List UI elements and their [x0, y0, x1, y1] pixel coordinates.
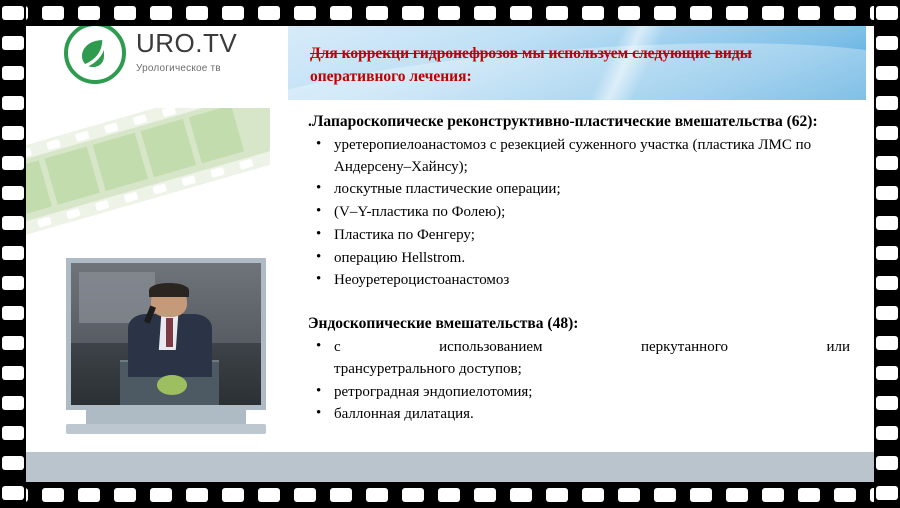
- film-perforation: [618, 6, 640, 20]
- film-perforation: [582, 488, 604, 502]
- film-perforation: [2, 426, 24, 440]
- film-perforation: [2, 456, 24, 470]
- film-perforation: [258, 488, 280, 502]
- list-item: • ретроградная эндопиелотомия;: [308, 382, 850, 404]
- film-perforation: [876, 246, 898, 260]
- slide-body: [288, 100, 866, 450]
- film-perforation: [876, 36, 898, 50]
- film-perforation: [2, 186, 24, 200]
- slide-header-banner: [288, 22, 866, 101]
- video-thumbnail[interactable]: [66, 258, 266, 448]
- film-perforation: [876, 276, 898, 290]
- film-perforation: [2, 336, 24, 350]
- film-perforation: [330, 488, 352, 502]
- film-perforation: [762, 6, 784, 20]
- film-perforation: [258, 6, 280, 20]
- monitor-stand: [86, 410, 246, 424]
- film-perforation: [546, 6, 568, 20]
- film-perforation: [618, 488, 640, 502]
- film-perforation: [366, 6, 388, 20]
- brand-text: [136, 28, 266, 74]
- presentation-slide: [270, 0, 874, 508]
- film-perforation: [876, 156, 898, 170]
- list-item: • баллонная дилатация.: [308, 404, 850, 426]
- film-perforation: [186, 488, 208, 502]
- film-perforation: [876, 426, 898, 440]
- slide-title: [310, 42, 838, 89]
- film-strip-right: [874, 0, 900, 508]
- film-perforation: [876, 96, 898, 110]
- film-perforation: [2, 366, 24, 380]
- player-bottom-bar: [26, 452, 874, 482]
- film-perforation: [474, 488, 496, 502]
- film-perforation: [366, 488, 388, 502]
- film-perforation: [690, 6, 712, 20]
- film-perforation: [42, 6, 64, 20]
- film-perforation: [2, 306, 24, 320]
- film-perforation: [2, 156, 24, 170]
- film-perforation: [798, 6, 820, 20]
- section-1-list: [308, 135, 850, 292]
- film-perforation: [294, 6, 316, 20]
- film-perforation: [42, 488, 64, 502]
- film-perforation: [2, 276, 24, 290]
- brand-tagline: Урологическое тв: [136, 63, 221, 74]
- list-item: • уретеропиелоанастомоз с резекцией суженного участка (пластика ЛМС по Андерсену–Хайнсу);: [308, 135, 850, 179]
- film-perforation: [876, 456, 898, 470]
- film-perforation: [876, 486, 898, 500]
- film-perforation: [150, 6, 172, 20]
- film-perforation: [876, 396, 898, 410]
- section-2-heading: Эндоскопические вмешательства (48):: [308, 315, 579, 333]
- film-perforation: [2, 6, 24, 20]
- film-perforation: [510, 6, 532, 20]
- film-perforation: [798, 488, 820, 502]
- list-item: • лоскутные пластические операции;: [308, 179, 850, 201]
- film-perforation: [726, 488, 748, 502]
- film-perforation: [876, 366, 898, 380]
- list-item: • (V–Y-пластика по Фолею);: [308, 202, 850, 224]
- film-perforation: [726, 6, 748, 20]
- list-item: • Неоуретероцистоанастомоз: [308, 270, 850, 292]
- film-perforation: [834, 488, 856, 502]
- film-perforation: [438, 6, 460, 20]
- film-perforation: [876, 126, 898, 140]
- section-2-list: [308, 337, 850, 426]
- uro-leaf-logo-icon: [64, 22, 126, 84]
- slide-content: [288, 22, 866, 450]
- film-perforation: [114, 6, 136, 20]
- film-perforation: [2, 246, 24, 260]
- list-item: [308, 337, 850, 381]
- film-perforation: [510, 488, 532, 502]
- film-perforation: [330, 6, 352, 20]
- film-perforation: [294, 488, 316, 502]
- slide-title-line-1: Для коррекци гидронефрозов мы используем следующие виды: [310, 45, 752, 62]
- film-perforation: [222, 6, 244, 20]
- slide-title-line-2: оперативного лечения:: [310, 68, 472, 86]
- film-perforation: [438, 488, 460, 502]
- film-perforation: [876, 216, 898, 230]
- film-perforation: [2, 486, 24, 500]
- left-branding-panel: [26, 0, 270, 508]
- film-perforation: [762, 488, 784, 502]
- film-perforation: [402, 488, 424, 502]
- list-item: • операцию Hellstrom.: [308, 248, 850, 270]
- film-perforation: [474, 6, 496, 20]
- film-strip-bottom: [0, 482, 900, 508]
- film-perforation: [546, 488, 568, 502]
- list-item-line-2: трансуретрального доступов;: [334, 360, 522, 377]
- section-1-heading: .Лапароскопическе реконструктивно-пластические вмешательства (62):: [308, 113, 818, 130]
- film-perforation: [222, 488, 244, 502]
- list-item: • Пластика по Фенгеру;: [308, 225, 850, 247]
- film-perforation: [876, 66, 898, 80]
- list-item-line-1: • с использованием перкутанного или: [334, 339, 850, 356]
- decorative-film-ribbon: [26, 100, 270, 270]
- film-strip-top: [0, 0, 900, 26]
- film-strip-left: [0, 0, 26, 508]
- film-perforation: [876, 186, 898, 200]
- film-perforation: [582, 6, 604, 20]
- film-perforation: [78, 6, 100, 20]
- film-perforation: [2, 396, 24, 410]
- film-perforation: [2, 216, 24, 230]
- film-perforation: [2, 126, 24, 140]
- film-perforation: [876, 6, 898, 20]
- film-perforation: [876, 336, 898, 350]
- film-perforation: [654, 6, 676, 20]
- film-perforation: [114, 488, 136, 502]
- film-perforation: [2, 66, 24, 80]
- film-perforation: [654, 488, 676, 502]
- brand-name: URO.TV: [136, 28, 238, 58]
- film-perforation: [78, 488, 100, 502]
- film-perforation: [402, 6, 424, 20]
- film-perforation: [834, 6, 856, 20]
- film-perforation: [690, 488, 712, 502]
- film-perforation: [186, 6, 208, 20]
- film-perforation: [2, 96, 24, 110]
- monitor-base: [66, 424, 266, 434]
- speaker-at-podium-video-thumbnail[interactable]: [66, 258, 266, 410]
- film-perforation: [2, 36, 24, 50]
- film-perforation: [150, 488, 172, 502]
- film-perforation: [876, 306, 898, 320]
